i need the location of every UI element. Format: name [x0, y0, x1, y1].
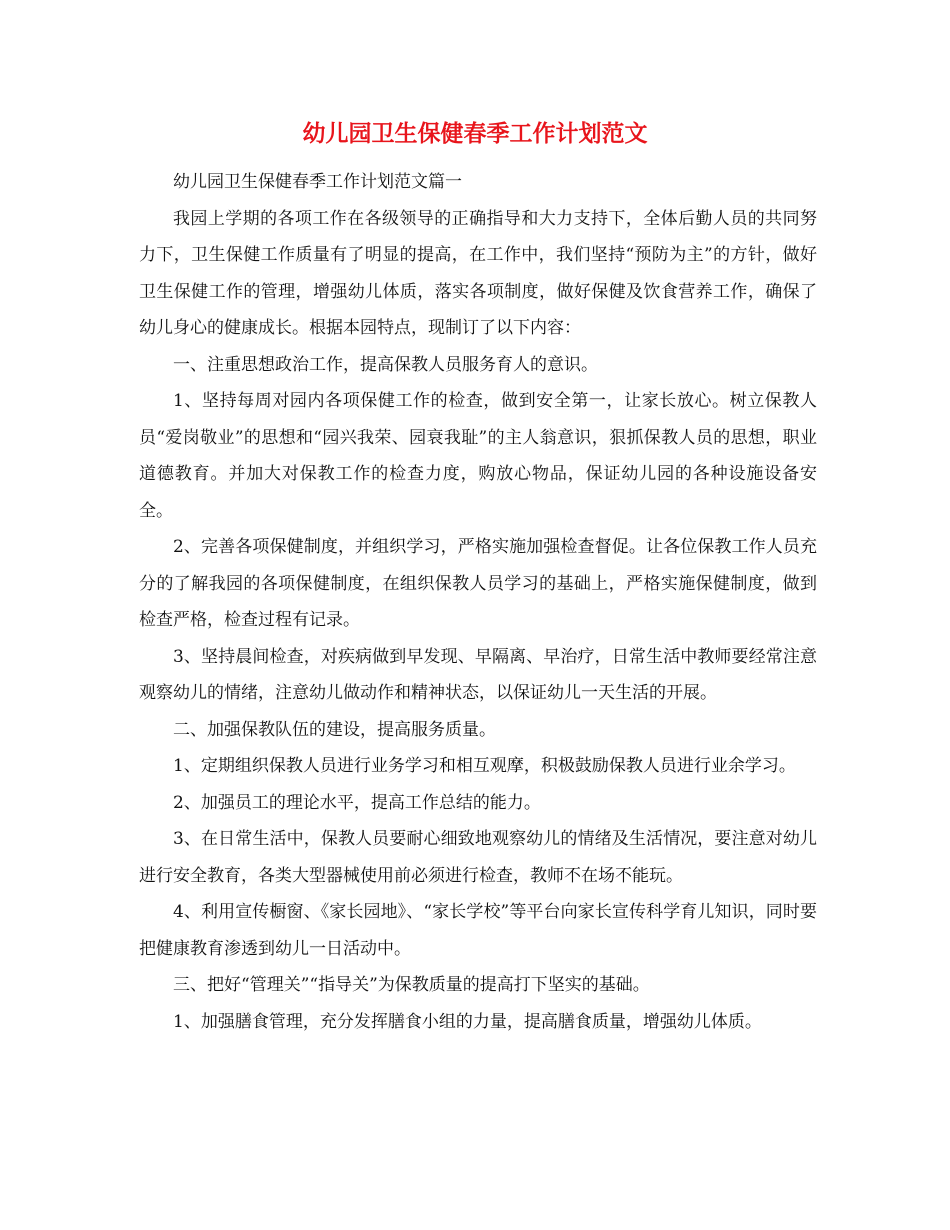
section-heading-2: 二、加强保教队伍的建设，提高服务质量。 — [173, 719, 496, 740]
paragraph-item: 1、坚持每周对园内各项保健工作的检查，做到安全第一，让家长放心。树立保教人员“爱岗敬业”的思想和“园兴我荣、园衰我耻”的主人翁意识，狠抓保教人员的思想，职业道德教育。并加大对保教工作的检查力度，购放心物品，保证幼儿园的各种设施设备安全。 — [139, 391, 817, 521]
section-heading-1: 一、注重思想政治工作，提高保教人员服务育人的意识。 — [173, 354, 598, 375]
paragraph-item: 3、坚持晨间检查，对疾病做到早发现、早隔离、早治疗，日常生活中教师要经常注意观察幼儿的情绪，注意幼儿做动作和精神状态，以保证幼儿一天生活的开展。 — [139, 646, 817, 703]
paragraph-item: 1、定期组织保教人员进行业务学习和相互观摩，积极鼓励保教人员进行业余学习。 — [173, 756, 796, 776]
document-title: 幼儿园卫生保健春季工作计划范文 — [302, 120, 648, 147]
paragraph-item: 3、在日常生活中，保教人员要耐心细致地观察幼儿的情绪及生活情况，要注意对幼儿进行安全教育，各类大型器械使用前必须进行检查，教师不在场不能玩。 — [139, 829, 817, 886]
paragraph-item: 2、加强员工的理论水平，提高工作总结的能力。 — [173, 792, 541, 813]
paragraph-item: 1、加强膳食管理，充分发挥膳食小组的力量，提高膳食质量，增强幼儿体质。 — [173, 1011, 762, 1032]
document-body — [139, 164, 817, 1040]
paragraph-intro: 我园上学期的各项工作在各级领导的正确指导和大力支持下，全体后勤人员的共同努力下，卫生保健工作质量有了明显的提高，在工作中，我们坚持“预防为主”的方针，做好卫生保健工作的管理，增强幼儿体质，落实各项制度，做好保健及饮食营养工作，确保了幼儿身心的健康成长。根据本园特点，现制订了以下内容： — [139, 208, 817, 338]
paragraph-item: 4、利用宣传橱窗、《家长园地》、“家长学校”等平台向家长宣传科学育儿知识，同时要把健康教育渗透到幼儿一日活动中。 — [139, 902, 817, 959]
paragraph-item: 2、完善各项保健制度，并组织学习，严格实施加强检查督促。让各位保教工作人员充分的了解我园的各项保健制度，在组织保教人员学习的基础上，严格实施保健制度，做到检查严格，检查过程有记录。 — [139, 537, 817, 630]
paragraph-subtitle: 幼儿园卫生保健春季工作计划范文篇一 — [173, 172, 462, 192]
section-heading-3: 三、把好“管理关”“指导关”为保教质量的提高打下坚实的基础。 — [173, 975, 650, 995]
